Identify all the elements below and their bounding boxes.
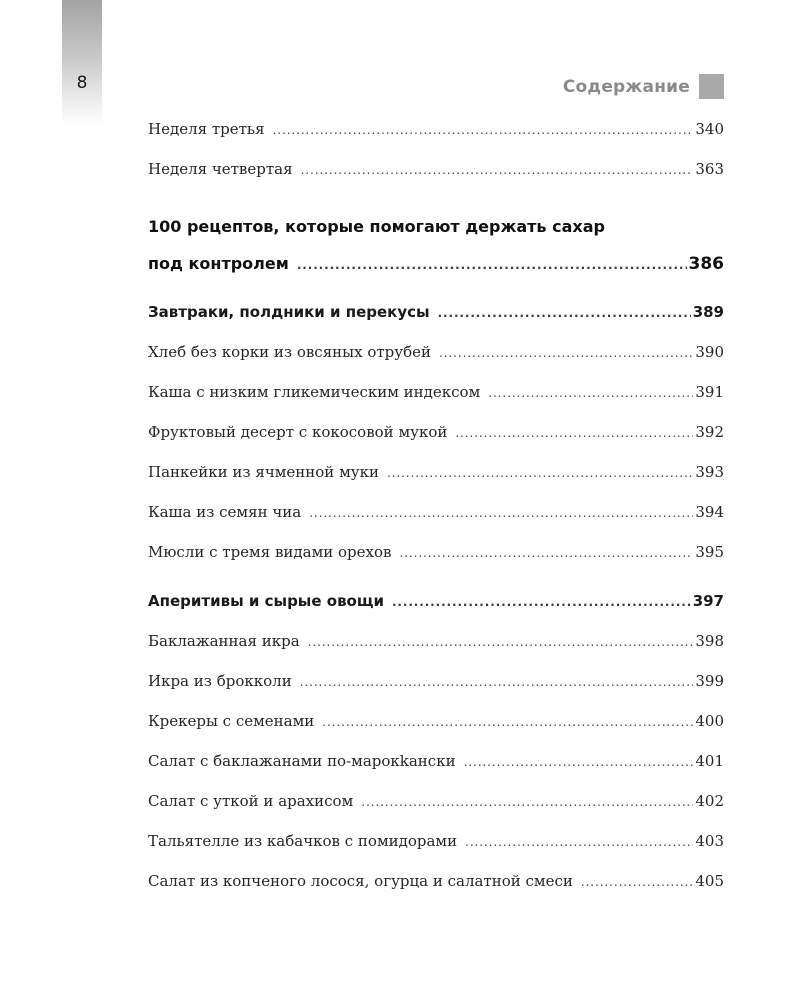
toc-entry-page: 405 <box>695 872 724 890</box>
toc-entry[interactable] <box>148 503 724 521</box>
toc-entry[interactable] <box>148 712 724 730</box>
toc-dot-leader <box>392 595 691 609</box>
toc-entry-page: 363 <box>695 160 724 178</box>
toc-entry[interactable] <box>148 792 724 810</box>
toc-dot-leader <box>301 163 694 177</box>
toc-entry-title: Салат с уткой и арахисом <box>148 792 354 810</box>
toc-dot-leader <box>455 426 693 440</box>
toc-entry-page: 340 <box>695 120 724 138</box>
toc-entry-title: Икра из брокколи <box>148 672 292 690</box>
toc-entry[interactable] <box>148 632 724 650</box>
toc-dot-leader <box>581 875 693 889</box>
toc-entry-page: 393 <box>695 463 724 481</box>
toc-entry-title: Каша из семян чиа <box>148 503 302 521</box>
toc-dot-leader <box>361 795 693 809</box>
toc-dot-leader <box>308 635 694 649</box>
toc-entry[interactable] <box>148 423 724 441</box>
toc-dot-leader <box>488 386 693 400</box>
toc-dot-leader <box>438 306 691 320</box>
toc-dot-leader <box>387 466 693 480</box>
toc-entry-page: 395 <box>695 543 724 561</box>
page-edge-tab <box>62 0 102 125</box>
toc-major-page: 386 <box>688 254 724 274</box>
toc-entry-title: Неделя четвертая <box>148 160 293 178</box>
toc-dot-leader <box>273 123 694 137</box>
running-head-title: Содержание <box>562 76 690 97</box>
toc-entry-page: 402 <box>695 792 724 810</box>
toc-dot-leader <box>465 835 693 849</box>
toc-entry-title: Панкейки из ячменной муки <box>148 463 379 481</box>
toc-dot-leader <box>439 346 693 360</box>
toc-section-title: Аперитивы и сырые овощи <box>148 592 384 610</box>
toc-major-title-line1: 100 рецептов, которые помогают держать сахар <box>148 217 605 236</box>
toc-entry-title: Фруктовый десерт с кокосовой мукой <box>148 423 448 441</box>
toc-dot-leader <box>300 675 694 689</box>
toc-entry[interactable] <box>148 383 724 401</box>
toc-entry-page: 401 <box>695 752 724 770</box>
toc-entry[interactable] <box>148 543 724 561</box>
toc-entry-page: 403 <box>695 832 724 850</box>
toc-entry[interactable] <box>148 463 724 481</box>
toc-entry[interactable] <box>148 672 724 690</box>
toc-entry-title: Хлеб без корки из овсяных отрубей <box>148 343 432 361</box>
toc-entry-page: 394 <box>695 503 724 521</box>
toc-entry-title: Тальятелле из кабачков с помидорами <box>148 832 458 850</box>
toc-entry-title: Баклажанная икра <box>148 632 300 650</box>
toc-major-entry[interactable] <box>148 254 724 274</box>
toc-dot-leader <box>309 506 693 520</box>
toc-entry-page: 398 <box>695 632 724 650</box>
table-of-contents <box>148 0 724 1000</box>
toc-major-title-line2: под контролем <box>148 254 289 273</box>
toc-entry-title: Неделя третья <box>148 120 265 138</box>
toc-entry-page: 399 <box>695 672 724 690</box>
toc-entry[interactable] <box>148 752 724 770</box>
toc-entry[interactable] <box>148 872 724 890</box>
toc-dot-leader <box>464 755 694 769</box>
toc-entry-page: 390 <box>695 343 724 361</box>
toc-dot-leader <box>322 715 693 729</box>
toc-entry-title: Мюсли с тремя видами орехов <box>148 543 392 561</box>
toc-entry-page: 392 <box>695 423 724 441</box>
toc-dot-leader <box>399 546 693 560</box>
toc-section-page: 389 <box>692 303 724 321</box>
toc-entry[interactable] <box>148 343 724 361</box>
toc-entry-page: 400 <box>695 712 724 730</box>
page-number: 8 <box>76 73 88 93</box>
toc-entry-title: Каша с низким гликемическим индексом <box>148 383 481 401</box>
toc-section-entry[interactable] <box>148 592 724 610</box>
toc-entry[interactable] <box>148 160 724 178</box>
toc-entry-title: Салат из копченого лосося, огурца и салатной смеси <box>148 872 573 890</box>
toc-section-page: 397 <box>692 592 724 610</box>
toc-dot-leader <box>297 258 687 272</box>
toc-entry[interactable] <box>148 832 724 850</box>
toc-entry-page: 391 <box>695 383 724 401</box>
toc-entry[interactable] <box>148 120 724 138</box>
toc-entry-title: Крекеры с семенами <box>148 712 315 730</box>
toc-section-title: Завтраки, полдники и перекусы <box>148 303 430 321</box>
toc-entry-title: Салат с баклажанами по-марокkански <box>148 752 456 770</box>
toc-section-entry[interactable] <box>148 303 724 321</box>
